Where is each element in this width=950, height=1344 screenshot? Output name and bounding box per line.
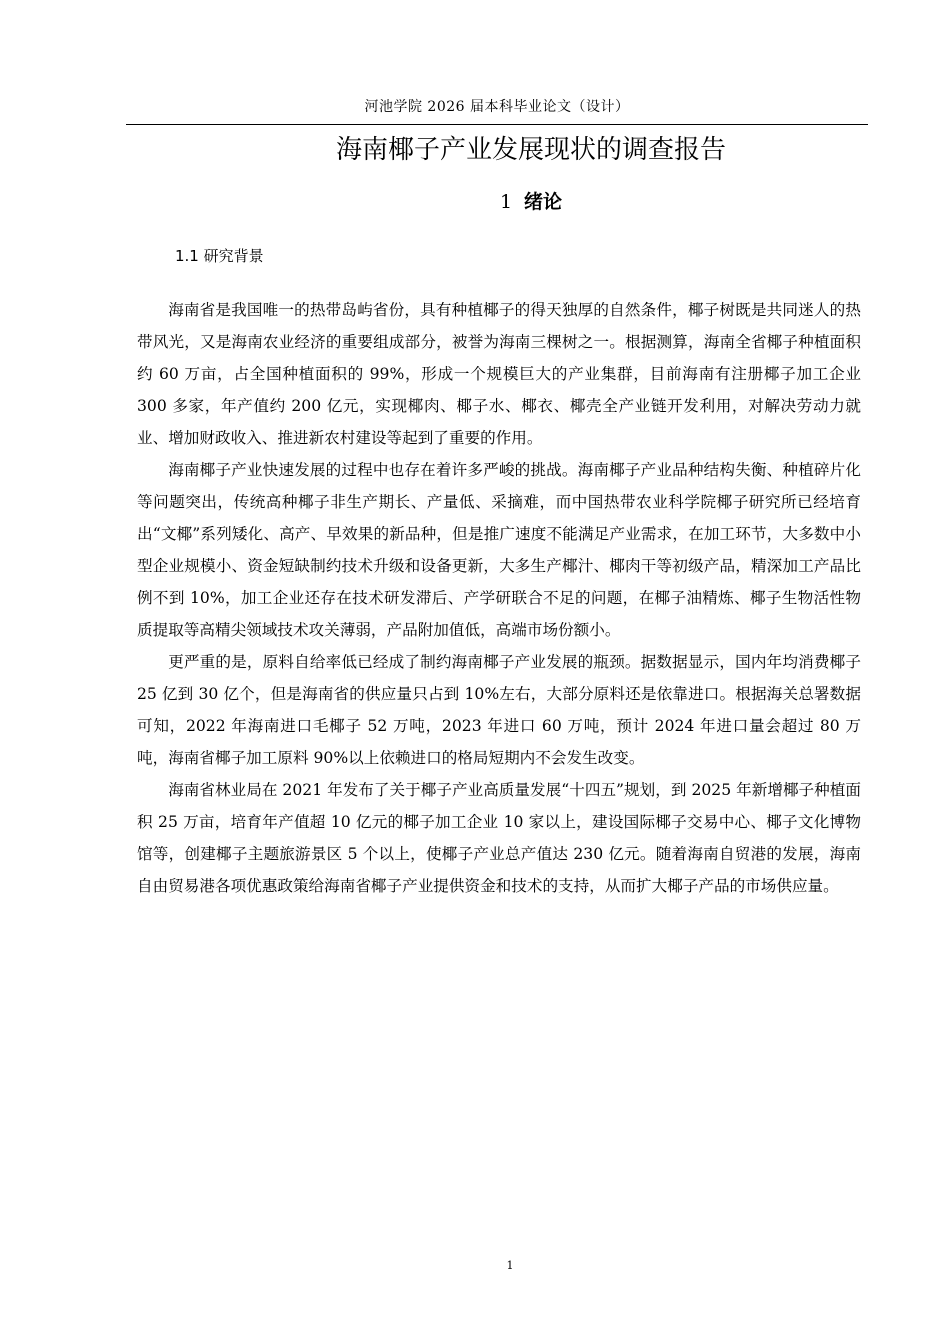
paragraph-3: 更严重的是，原料自给率低已经成了制约海南椰子产业发展的瓶颈。据数据显示，国内年均消费椰子 25 亿到 30 亿个，但是海南省的供应量只占到 10%左右，大部分原料还是依靠进口。根据海关总署数据可知，2022 年海南进口毛椰子 52 万吨，2023 年进口 60 万吨，预计 2024 年进口量会超过 80 万吨，海南省椰子加工原料 90%以上依赖进口的格局短期内不会发生改变。 [137,653,861,767]
chapter-title: 绪论 [524,191,563,213]
page-number: 1 [506,1259,514,1272]
paragraph-4: 海南省林业局在 2021 年发布了关于椰子产业高质量发展“十四五”规划，到 2025 年新增椰子种植面积 25 万亩，培育年产值超 10 亿元的椰子加工企业 10 家以上，建设国际椰子交易中心、椰子文化博物馆等，创建椰子主题旅游景区 5 个以上，使椰子产业总产值达 230 亿元。随着海南自贸港的发展，海南自由贸易港各项优惠政策给海南省椰子产业提供资金和技术的支持，从而扩大椰子产品的市场供应量。 [137,781,861,895]
paragraph-2: 海南椰子产业快速发展的过程中也存在着许多严峻的挑战。海南椰子产业品种结构失衡、种植碎片化等问题突出，传统高种椰子非生产期长、产量低、采摘难，而中国热带农业科学院椰子研究所已经培育出“文椰”系列矮化、高产、早效果的新品种，但是推广速度不能满足产业需求，在加工环节，大多数中小型企业规模小、资金短缺制约技术升级和设备更新，大多生产椰汁、椰肉干等初级产品，精深加工产品比例不到 10%，加工企业还存在技术研发滞后、产学研联合不足的问题，在椰子油精炼、椰子生物活性物质提取等高精尖领域技术攻关薄弱，产品附加值低，高端市场份额小。 [137,461,861,639]
paper-title: 海南椰子产业发展现状的调查报告 [335,135,726,165]
header-rule [126,124,868,125]
chapter-heading [126,187,936,217]
body-text [137,294,861,902]
section-heading: 1.1 研究背景 [175,247,264,265]
chapter-number: 1 [499,191,513,213]
paragraph-1: 海南省是我国唯一的热带岛屿省份，具有种植椰子的得天独厚的自然条件，椰子树既是共同迷人的热带风光，又是海南农业经济的重要组成部分，被誉为海南三棵树之一。根据测算，海南全省椰子种植面积约 60 万亩，占全国种植面积的 99%，形成一个规模巨大的产业集群，目前海南有注册椰子加工企业 300 多家，年产值约 200 亿元，实现椰肉、椰子水、椰衣、椰壳全产业链开发利用，对解决劳动力就业、增加财政收入、推进新农村建设等起到了重要的作用。 [137,301,861,447]
running-header: 河池学院 2026 届本科毕业论文（设计） [364,99,630,115]
